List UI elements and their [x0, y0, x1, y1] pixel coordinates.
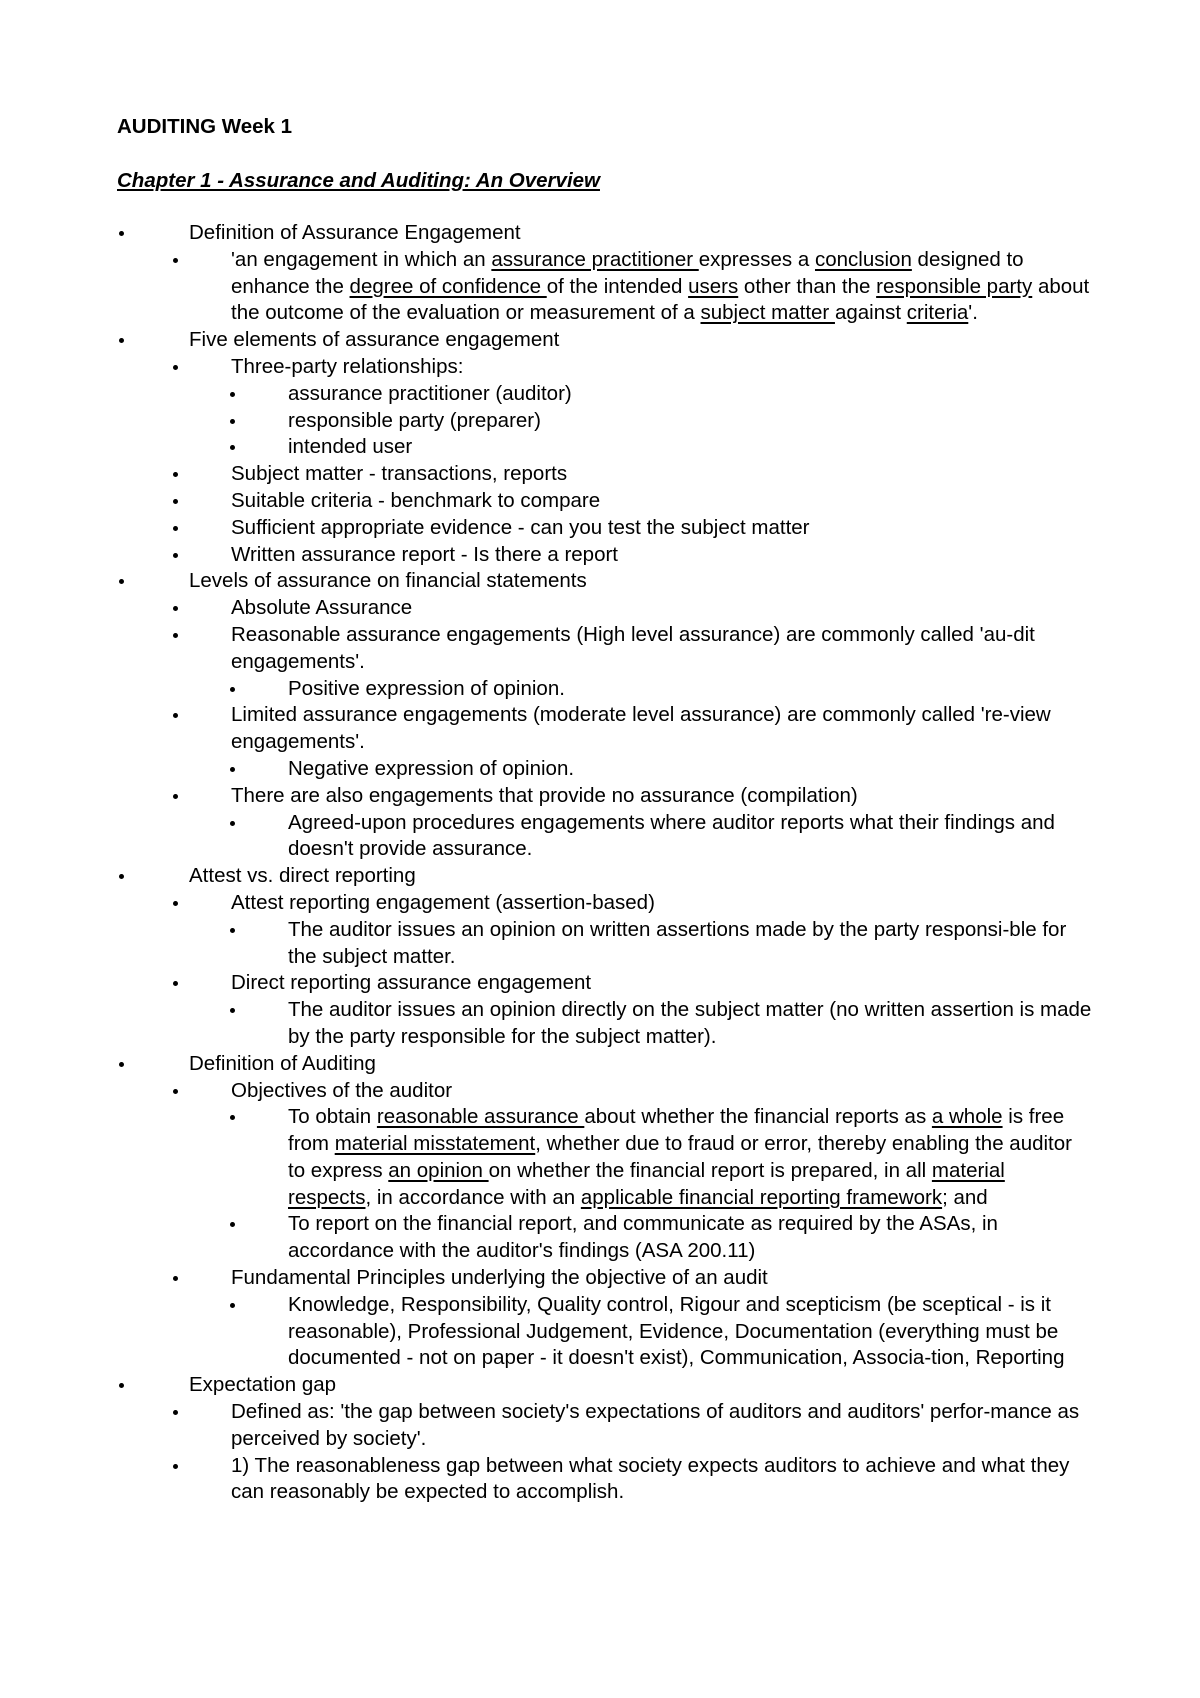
underlined-term: an opinion — [388, 1158, 489, 1182]
item-reasonableness-gap — [0, 1453, 1091, 1507]
item-text — [288, 998, 1091, 1048]
text-run: expresses a — [698, 247, 815, 271]
item-text — [288, 435, 412, 458]
item-attest-reporting — [0, 890, 1091, 917]
underlined-term: assurance practitioner — [491, 247, 699, 271]
bullet-icon — [226, 1211, 238, 1238]
item-text — [288, 409, 541, 432]
item-text — [231, 1079, 452, 1102]
bullet-icon — [169, 595, 181, 622]
text-run: Attest vs. direct reporting — [189, 864, 416, 888]
text-run: Knowledge, Responsibility, Quality control, Rigour and scepticism (be sceptical - is it reasonable), Professional Judgement, Evidence, Documentation (everything must be documented - not on paper - it doesn't exist), Communication, Associa-tion, Reporting — [288, 1292, 1065, 1370]
item-three-party — [0, 354, 1091, 381]
item-text — [189, 569, 587, 592]
text-run: ; and — [942, 1185, 988, 1209]
item-intended-user — [0, 434, 1093, 461]
item-text — [288, 1212, 998, 1262]
text-run: is free from — [288, 1105, 1065, 1156]
text-run: Definition of Auditing — [189, 1051, 376, 1075]
item-assurance-practitioner — [0, 381, 1093, 408]
notes-outline — [0, 220, 1200, 1506]
item-text — [288, 1293, 1064, 1370]
text-run: Subject matter - transactions, reports — [231, 462, 568, 486]
item-objectives — [0, 1078, 1091, 1105]
text-run: Suitable criteria - benchmark to compare — [231, 488, 601, 512]
bullet-icon — [226, 1104, 238, 1131]
underlined-term: reasonable assurance — [376, 1105, 585, 1129]
item-responsible-party — [0, 408, 1093, 435]
text-run: Objectives of the auditor — [231, 1078, 453, 1102]
item-gap-definition — [0, 1399, 1091, 1453]
text-run: Absolute Assurance — [231, 596, 413, 620]
text-run: Levels of assurance on financial statements — [189, 569, 587, 593]
text-run: designed to enhance the — [231, 247, 1024, 298]
item-text — [231, 784, 858, 807]
bullet-icon — [115, 327, 127, 354]
item-attest-opinion — [0, 917, 1093, 971]
document-title: AUDITING Week 1 — [117, 115, 293, 138]
item-text — [231, 1454, 1069, 1504]
bullet-icon — [169, 783, 181, 810]
text-run: assurance practitioner (auditor) — [288, 381, 572, 405]
item-direct-reporting — [0, 970, 1091, 997]
item-text — [288, 382, 572, 405]
text-run: Agreed-upon procedures engagements where auditor reports what their findings and doesn't provide assurance. — [288, 810, 1055, 861]
bullet-icon — [169, 1078, 181, 1105]
bullet-icon — [226, 408, 238, 435]
bullet-icon — [226, 434, 238, 461]
item-text — [189, 221, 521, 244]
item-text — [231, 971, 591, 994]
item-text — [288, 811, 1055, 861]
bullet-icon — [226, 676, 238, 703]
bullet-icon — [169, 970, 181, 997]
bullet-icon — [115, 863, 127, 890]
item-definition-auditing — [0, 1051, 1089, 1078]
underlined-term: conclusion — [814, 247, 912, 271]
item-text — [231, 703, 1051, 753]
bullet-icon — [169, 488, 181, 515]
item-text — [231, 891, 655, 914]
bullet-icon — [169, 247, 181, 274]
item-text — [288, 1105, 1072, 1208]
text-run: Reasonable assurance engagements (High level assurance) are commonly called 'au-dit engagements'. — [231, 622, 1035, 673]
text-run: To obtain — [288, 1105, 377, 1129]
bullet-icon — [226, 810, 238, 837]
bullet-icon — [169, 890, 181, 917]
bullet-icon — [169, 702, 181, 729]
item-text — [288, 677, 565, 700]
item-no-assurance — [0, 783, 1091, 810]
item-text — [288, 918, 1066, 968]
bullet-icon — [169, 515, 181, 542]
text-run: The auditor issues an opinion on written assertions made by the party responsi-ble for the subject matter. — [288, 917, 1067, 968]
item-assurance-engagement-quote — [0, 247, 1091, 327]
text-run: Written assurance report - Is there a report — [231, 542, 619, 566]
text-run: Positive expression of opinion. — [288, 676, 565, 700]
item-fundamental-principles — [0, 1265, 1091, 1292]
item-text — [231, 543, 618, 566]
item-five-elements — [0, 327, 1089, 354]
item-definition-assurance-engagement — [0, 220, 1089, 247]
item-text — [231, 596, 412, 619]
text-run: on whether the financial report is prepared, in all — [488, 1158, 932, 1182]
text-run: Direct reporting assurance engagement — [231, 971, 592, 995]
bullet-icon — [169, 354, 181, 381]
item-objective-report — [0, 1211, 1093, 1265]
item-text — [231, 516, 810, 539]
text-run: Negative expression of opinion. — [288, 756, 575, 780]
item-text — [189, 1052, 376, 1075]
bullet-icon — [226, 381, 238, 408]
bullet-icon — [226, 917, 238, 944]
bullet-icon — [169, 1265, 181, 1292]
item-written-report — [0, 542, 1091, 569]
item-suitable-criteria — [0, 488, 1091, 515]
text-run: about the outcome of the evaluation or measurement of a — [231, 274, 1090, 325]
bullet-icon — [115, 1051, 127, 1078]
bullet-icon — [169, 542, 181, 569]
item-text — [189, 328, 559, 351]
item-text — [231, 1400, 1079, 1450]
text-run: Five elements of assurance engagement — [189, 328, 560, 352]
item-negative-opinion — [0, 756, 1093, 783]
underlined-term: degree of confidence — [349, 274, 547, 298]
item-direct-opinion — [0, 997, 1093, 1051]
chapter-heading: Chapter 1 - Assurance and Auditing: An Overview — [117, 169, 600, 192]
text-run: , in accordance with an — [365, 1185, 581, 1209]
item-text — [231, 623, 1035, 673]
item-absolute-assurance — [0, 595, 1091, 622]
item-agreed-upon — [0, 810, 1093, 864]
item-text — [231, 1266, 768, 1289]
text-run: To report on the financial report, and communicate as required by the ASAs, in accordance with the auditor's findings (ASA 200.11) — [288, 1212, 998, 1263]
text-run: There are also engagements that provide no assurance (compilation) — [231, 783, 858, 807]
item-attest-vs-direct — [0, 863, 1089, 890]
text-run: Limited assurance engagements (moderate level assurance) are commonly called 're-view engagements'. — [231, 703, 1051, 754]
item-principles-list — [0, 1292, 1093, 1372]
bullet-icon — [169, 1453, 181, 1480]
text-run: Three-party relationships: — [231, 354, 464, 378]
underlined-term: applicable financial reporting framework — [580, 1185, 943, 1209]
text-run: , whether due to fraud or error, thereby enabling the auditor to express — [288, 1132, 1072, 1182]
bullet-icon — [226, 756, 238, 783]
text-run: about whether the financial reports as — [584, 1105, 932, 1129]
item-text — [288, 757, 574, 780]
underlined-term: material respects — [288, 1158, 1005, 1209]
text-run: other than the — [738, 274, 877, 298]
bullet-icon — [169, 1399, 181, 1426]
text-run: Sufficient appropriate evidence - can you test the subject matter — [231, 515, 810, 539]
item-sufficient-evidence — [0, 515, 1091, 542]
item-expectation-gap — [0, 1372, 1089, 1399]
item-levels-of-assurance — [0, 568, 1089, 595]
underlined-term: material misstatement — [334, 1132, 536, 1156]
text-run: Definition of Assurance Engagement — [189, 221, 521, 244]
bullet-icon — [115, 220, 127, 247]
underlined-term: criteria — [906, 301, 969, 325]
item-subject-matter — [0, 461, 1091, 488]
text-run: Expectation gap — [189, 1373, 337, 1397]
underlined-term: responsible party — [876, 274, 1033, 298]
bullet-icon — [226, 1292, 238, 1319]
text-run: responsible party (preparer) — [288, 408, 541, 432]
underlined-term: users — [688, 274, 739, 298]
text-run: against — [834, 301, 907, 325]
text-run: Attest reporting engagement (assertion-based) — [231, 890, 655, 914]
item-text — [189, 864, 416, 887]
item-text — [231, 489, 600, 512]
text-run: intended user — [288, 435, 413, 459]
bullet-icon — [115, 1372, 127, 1399]
text-run: Fundamental Principles underlying the objective of an audit — [231, 1266, 768, 1290]
item-positive-opinion — [0, 676, 1093, 703]
bullet-icon — [226, 997, 238, 1024]
text-run: 'an engagement in which an — [231, 247, 492, 271]
bullet-icon — [169, 461, 181, 488]
item-reasonable-assurance — [0, 622, 1091, 676]
item-objective-reasonable — [0, 1104, 1093, 1211]
text-run: of the intended — [546, 274, 689, 298]
item-text — [231, 248, 1089, 325]
item-text — [231, 462, 567, 485]
bullet-icon — [115, 568, 127, 595]
item-text — [231, 355, 463, 378]
bullet-icon — [169, 622, 181, 649]
item-text — [189, 1373, 336, 1396]
text-run: '. — [968, 301, 978, 325]
text-run: Defined as: 'the gap between society's expectations of auditors and auditors' perfor-mance as perceived by society'. — [231, 1400, 1080, 1450]
underlined-term: subject matter — [700, 301, 835, 325]
text-run: The auditor issues an opinion directly on the subject matter (no written assertion is made by the party responsible for the subject matter). — [288, 998, 1092, 1048]
text-run: 1) The reasonableness gap between what society expects auditors to achieve and what they can reasonably be expected to accomplish. — [231, 1453, 1070, 1504]
underlined-term: a whole — [931, 1105, 1003, 1129]
item-limited-assurance — [0, 702, 1091, 756]
